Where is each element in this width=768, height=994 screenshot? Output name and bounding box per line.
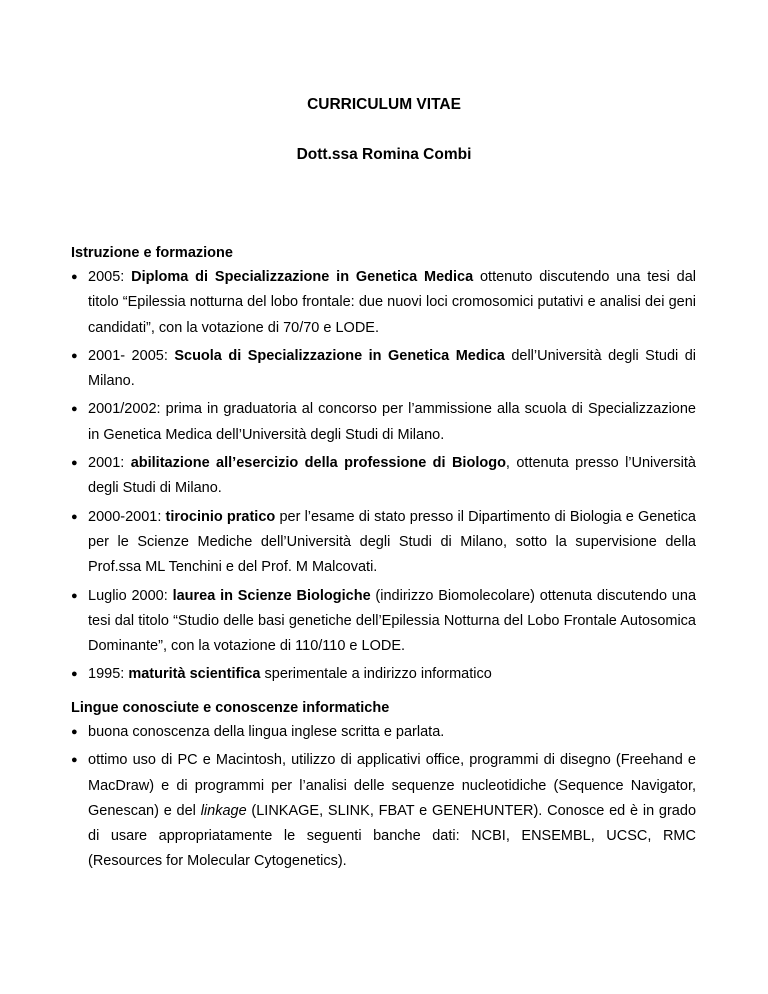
list-item: ● buona conoscenza della lingua inglese scritta e parlata. (71, 720, 696, 745)
section-heading-education: Istruzione e formazione (71, 245, 233, 261)
list-item: ● 2001- 2005: Scuola di Specializzazione in Genetica Medica dell’Università degli Studi di Milano. (71, 344, 696, 395)
section-heading-skills: Lingue conosciute e conoscenze informatiche (71, 700, 390, 716)
bullet-icon: ● (71, 589, 78, 602)
bullet-icon: ● (71, 457, 78, 470)
list-item: ● ottimo uso di PC e Macintosh, utilizzo di applicativi office, programmi di disegno (Freehand e MacDraw) e di programmi per l’analisi delle sequenze nucleotidiche (Sequence Navigator, Genescan) e del linkage (LINKAGE, SLINK, FBAT e GENEHUNTER). Conosce ed è in grado di usare appropriatamente le seguenti banche dati: NCBI, ENSEMBL, UCSC, RMC (Resources for Molecular Cytogenetics). (71, 748, 696, 874)
bullet-icon: ● (71, 403, 78, 416)
list-item: ● 2001/2002: prima in graduatoria al concorso per l’ammissione alla scuola di Specializzazione in Genetica Medica dell’Università degli Studi di Milano. (71, 397, 696, 448)
education-list (71, 265, 696, 688)
person-name: Dott.ssa Romina Combi (296, 146, 472, 163)
bullet-icon: ● (71, 510, 78, 523)
document-title: CURRICULUM VITAE (307, 96, 461, 113)
list-item: ● 2005: Diploma di Specializzazione in Genetica Medica ottenuto discutendo una tesi dal titolo “Epilessia notturna del lobo frontale: due nuovi loci cromosomici putativi e analisi dei geni candidati”, con la votazione di 70/70 e LODE. (71, 265, 696, 341)
education-section (71, 245, 696, 691)
list-item: ● Luglio 2000: laurea in Scienze Biologiche (indirizzo Biomolecolare) ottenuta discutendo una tesi dal titolo “Studio delle basi genetiche dell’Epilessia Notturna del Lobo Frontale Autosomica Dominante”, con la votazione di 110/110 e LODE. (71, 584, 696, 660)
skills-section (71, 700, 696, 878)
list-item: ● 2000-2001: tirocinio pratico per l’esame di stato presso il Dipartimento di Biologia e Genetica per le Scienze Mediche dell’Università degli Studi di Milano, sotto la supervisione della Prof.ssa ML Tenchini e del Prof. M Malcovati. (71, 505, 696, 581)
list-item: ● 1995: maturità scientifica sperimentale a indirizzo informatico (71, 662, 696, 687)
bullet-icon: ● (71, 668, 78, 681)
skills-list (71, 720, 696, 875)
bullet-icon: ● (71, 271, 78, 283)
list-item: ● 2001: abilitazione all’esercizio della professione di Biologo, ottenuta presso l’Università degli Studi di Milano. (71, 451, 696, 502)
bullet-icon: ● (71, 726, 78, 738)
bullet-icon: ● (71, 349, 78, 362)
bullet-icon: ● (71, 754, 78, 767)
